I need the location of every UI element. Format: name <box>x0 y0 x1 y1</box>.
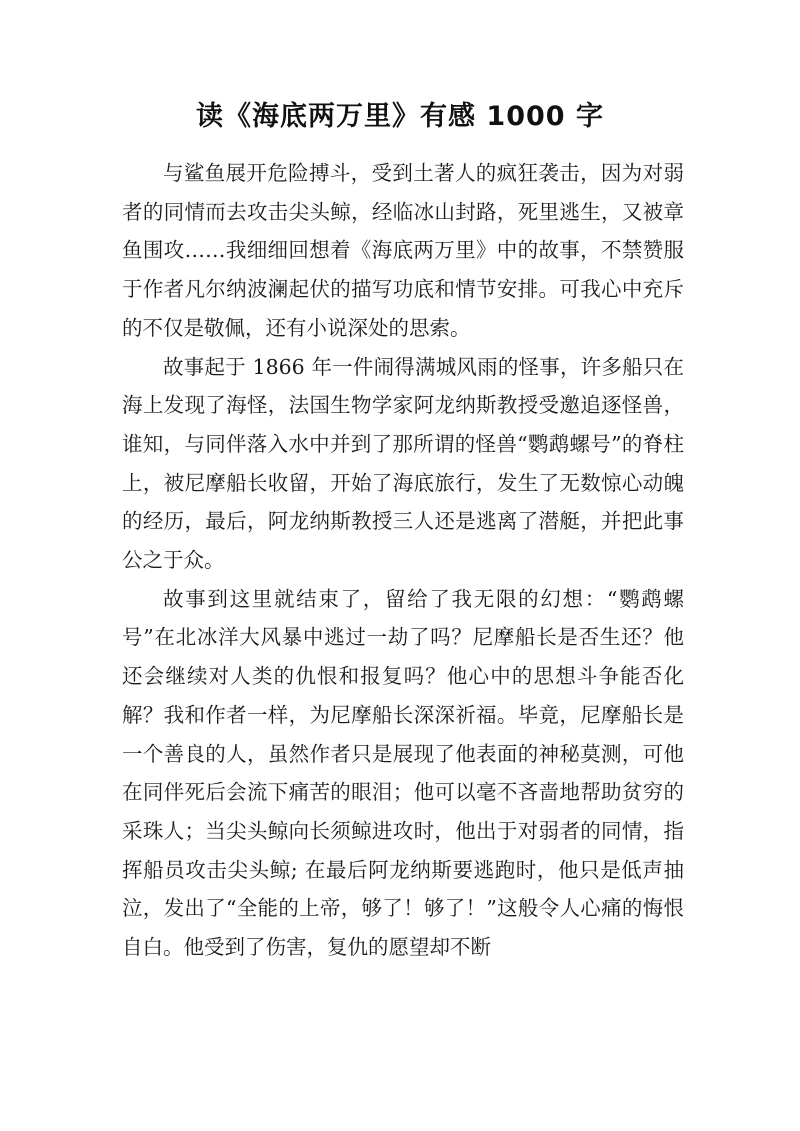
paragraph: 与鲨鱼展开危险搏斗，受到土著人的疯狂袭击，因为对弱者的同情而去攻击尖头鲸，经临冰山封路，死里逃生，又被章鱼围攻……我细细回想着《海底两万里》中的故事，不禁赞服于作者凡尔纳波澜起伏的描写功底和情节安排。可我心中充斥的不仅是敬佩，还有小说深处的思索。 <box>122 161 684 340</box>
document-title: 读《海底两万里》有感 1000 字 <box>196 101 604 132</box>
document-body <box>122 154 684 967</box>
paragraph: 故事起于 1866 年一件闹得满城风雨的怪事，许多船只在海上发现了海怪，法国生物学家阿龙纳斯教授受邀追逐怪兽，谁知，与同伴落入水中并到了那所谓的怪兽“鹦鹉螺号”的脊柱上，被尼摩船长收留，开始了海底旅行，发生了无数惊心动魄的经历，最后，阿龙纳斯教授三人还是逃离了潜艇，并把此事公之于众。 <box>122 354 684 573</box>
paragraph: 故事到这里就结束了，留给了我无限的幻想：“鹦鹉螺号”在北冰洋大风暴中逃过一劫了吗？尼摩船长是否生还？他还会继续对人类的仇恨和报复吗？他心中的思想斗争能否化解？我和作者一样，为尼摩船长深深祈福。毕竟，尼摩船长是一个善良的人，虽然作者只是展现了他表面的神秘莫测，可他在同伴死后会流下痛苦的眼泪；他可以毫不吝啬地帮助贫穷的采珠人；当尖头鲸向长须鲸进攻时，他出于对弱者的同情，指挥船员攻击尖头鲸; 在最后阿龙纳斯要逃跑时，他只是低声抽泣，发出了“全能的上帝，够了！够了！”这般令人心痛的悔恨自白。他受到了伤害，复仇的愿望却不断 <box>122 586 684 960</box>
